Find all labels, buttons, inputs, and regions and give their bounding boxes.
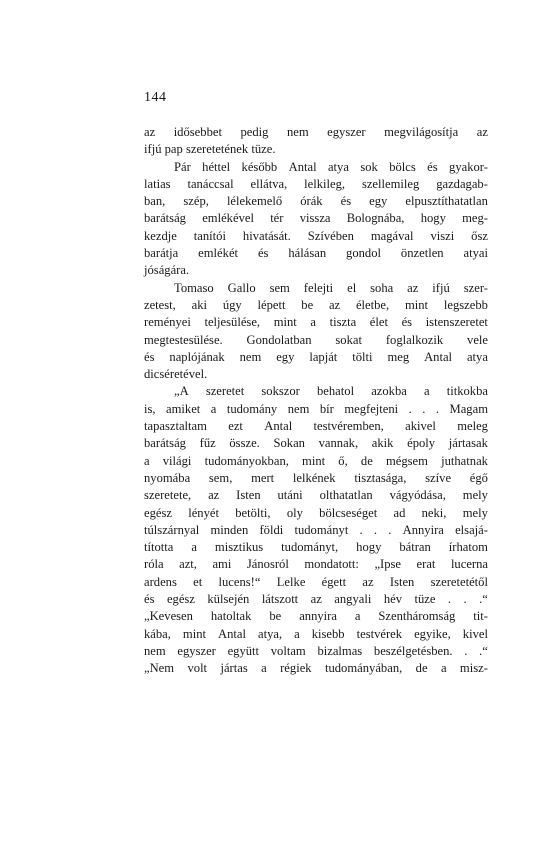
- text-line: Tomaso Gallo sem felejti el soha az ifjú szer-: [174, 280, 488, 295]
- text-line: a világi tudományokban, mint ő, de mégsem juthatnak: [144, 453, 488, 468]
- text-line: ban, szép, lélekemelő órák és egy elpusztíthatatlan: [144, 194, 488, 209]
- text-line: róla azt, ami Jánosról mondatott: „Ipse erat lucerna: [144, 557, 488, 572]
- text-line: barátság emlékével tér vissza Bolognába, hogy meg-: [144, 211, 488, 226]
- text-line: és egész külsején látszott az angyali hév tüze . . .“: [144, 592, 488, 607]
- text-line: ifjú pap szeretetének tüze.: [144, 142, 276, 157]
- text-line: szeretete, az Isten utáni olthatatlan vágyódása, mely: [144, 488, 488, 503]
- text-line: barátság fűz össze. Sokan vannak, akik époly jártasak: [144, 436, 488, 451]
- text-line: tította a misztikus tudományt, hogy bátran írhatom: [144, 540, 488, 555]
- text-line: ardens et lucens!“ Lelke égett az Isten szeretetétől: [144, 574, 488, 589]
- text-line: reményei teljesülése, mint a tiszta élet és istenszeretet: [144, 315, 488, 330]
- text-line: „Nem volt jártas a régiek tudományában, de a misz-: [144, 661, 488, 676]
- text-line: barátja emlékét és hálásan gondol önzetlen atyai: [144, 246, 488, 261]
- text-line: megtestesülése. Gondolatban sokat foglalkozik vele: [144, 332, 488, 347]
- text-line: egész lényét betölti, oly bölcseséget ad neki, mely: [144, 505, 488, 520]
- text-line: kezdje tanítói hivatását. Szívében magával viszi ősz: [144, 228, 488, 243]
- text-line: tapasztaltam ezt Antal testvéremben, akivel meleg: [144, 419, 488, 434]
- text-line: zetest, aki úgy lépett be az életbe, mint legszebb: [144, 297, 488, 312]
- text-line: dicséretével.: [144, 367, 208, 382]
- text-line: nem egyszer együtt voltam bizalmas beszélgetésben. . .“: [144, 643, 488, 658]
- text-line: kába, mint Antal atya, a kisebb testvérek egyike, kivel: [144, 626, 488, 641]
- text-line: latias tanáccsal ellátva, lelkileg, szellemileg gazdagab-: [144, 176, 488, 191]
- text-line: túlszárnyal minden földi tudományt . . . Annyira elsajá-: [144, 522, 488, 537]
- text-line: nyomába sem, mert lelkének tisztasága, szíve égő: [144, 470, 488, 485]
- text-line: „A szeretet sokszor behatol azokba a titkokba: [174, 384, 488, 399]
- text-line: „Kevesen hatoltak be annyira a Szentháromság tit-: [144, 609, 488, 624]
- body-text: [144, 124, 488, 678]
- page-number: 144: [144, 90, 167, 105]
- text-line: Pár héttel később Antal atya sok bölcs és gyakor-: [174, 159, 488, 174]
- text-line: és naplójának nem egy lapját tölti meg Antal atya: [144, 349, 488, 364]
- text-line: az idősebbet pedig nem egyszer megvilágosítja az: [144, 125, 488, 139]
- text-line: is, amiket a tudomány nem bír megfejteni . . . Magam: [144, 401, 488, 416]
- text-line: jóságára.: [144, 263, 190, 278]
